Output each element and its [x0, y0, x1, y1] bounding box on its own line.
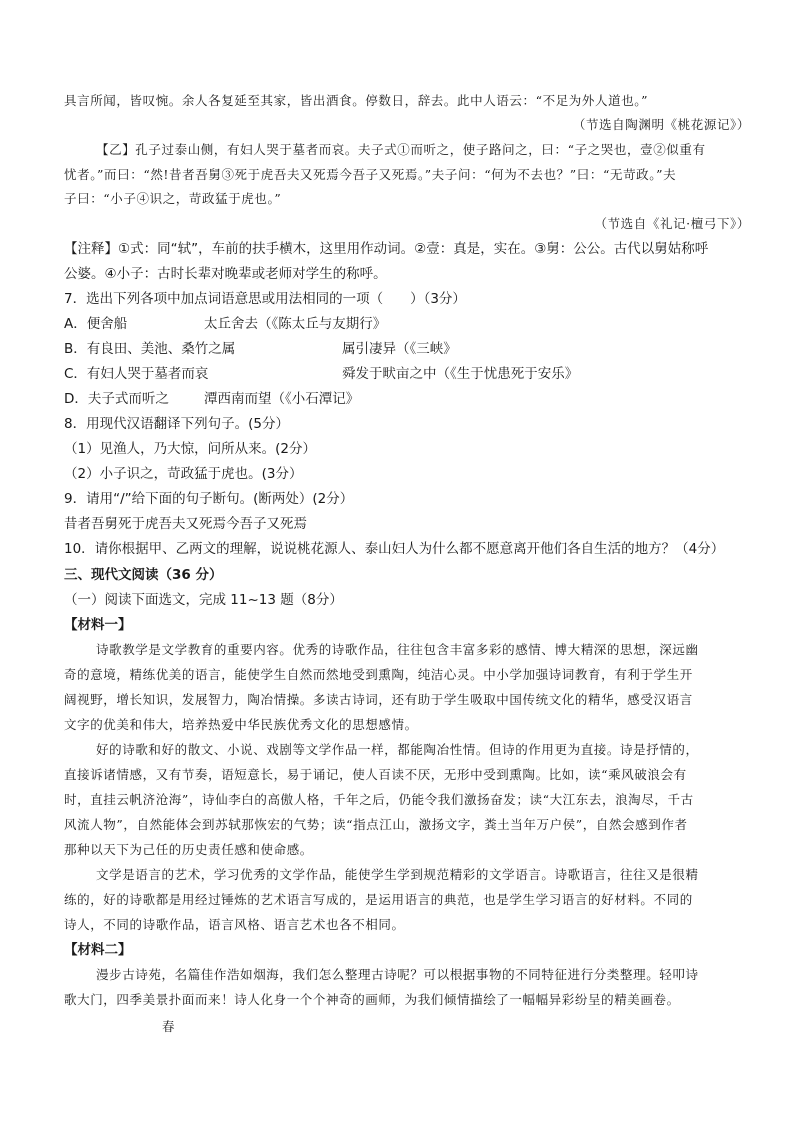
m1-p2-line-2: 直接诉诸情感，又有节奏，语短意长，易于诵记，使人百读不厌，无形中受到熏陶。比如，读“乘风破浪会有 [64, 767, 687, 782]
m1-p2-line-3: 时，直挂云帆济沧海”，诗仙李白的高傲人格，千年之后，仍能令我们激扬奋发；读“大江东去，浪淘尽，千古 [64, 792, 694, 807]
section-3-heading: 三、现代文阅读（36 分） [64, 567, 223, 583]
question-9-text: 昔者吾舅死于虎吾夫又死焉今吾子又死焉 [64, 516, 307, 532]
option-b-left: B．有良田、美池、桑竹之属 [64, 341, 236, 357]
question-8: 8．用现代汉语翻译下列句子。(5分） [64, 416, 289, 432]
m2-p1-line-1: 漫步古诗苑，名篇佳作浩如烟海，我们怎么整理古诗呢？可以根据事物的不同特征进行分类整理。轻叩诗 [96, 967, 699, 982]
annotation-line-1: 【注释】①式：同“轼”，车前的扶手横木，这里用作动词。②壹：真是，实在。③舅：公公。古代以舅姑称呼 [64, 241, 709, 257]
m1-p2-line-5: 那种以天下为己任的历史责任感和使命感。 [64, 842, 313, 857]
m2-p1-line-2: 歌大门，四季美景扑面而来！诗人化身一个个神奇的画师，为我们倾情描绘了一幅幅异彩纷呈的精美画卷。 [64, 992, 680, 1007]
m1-p1-line-2: 奇的意境，精练优美的语言，能使学生自然而然地受到熏陶，纯洁心灵。中小学加强诗词教育，有利于学生开 [64, 667, 693, 682]
material-1-heading: 【材料一】 [64, 617, 132, 633]
option-a-left: A．便舍船 [64, 316, 128, 332]
m1-p1-line-3: 阔视野，增长知识，发展智力，陶冶情操。多读古诗词，还有助于学生吸取中国传统文化的精华，感受汉语言 [64, 692, 693, 707]
question-8-item-1: （1）见渔人，乃大惊，问所从来。(2分） [64, 441, 316, 457]
jia-source: （节选自陶渊明《桃花源记》） [572, 117, 750, 132]
option-d-left: D．夫子式而听之 [64, 391, 169, 407]
yi-text-line-3: 子曰：“小子④识之，苛政猛于虎也。” [64, 191, 282, 206]
question-7: 7．选出下列各项中加点词语意思或用法相同的一项（ ）（3分） [64, 291, 466, 307]
m1-p3-line-1: 文学是语言的艺术，学习优秀的文学作品，能使学生学到规范精彩的文学语言。诗歌语言，往往又是很精 [96, 867, 699, 882]
option-c-right: 舜发于畎亩之中（《生于忧患死于安乐》 [342, 366, 579, 382]
question-8-item-2: （2）小子识之，苛政猛于虎也。(3分） [64, 466, 303, 482]
material-2-heading: 【材料二】 [64, 942, 132, 958]
annotation-line-2: 公婆。④小子：古时长辈对晚辈或老师对学生的称呼。 [64, 266, 387, 282]
question-9: 9．请用“/”给下面的句子断句。(断两处）(2分） [64, 491, 354, 507]
yi-source: （节选自《礼记·檀弓下》） [594, 216, 750, 231]
option-d-right: 潭西南而望（《小石潭记》 [204, 391, 360, 407]
part-1-instruction: （一）阅读下面选文，完成 11~13 题（8分） [64, 592, 343, 608]
option-c-left: C．有妇人哭于墓者而哀 [64, 366, 209, 382]
option-b-right: 属引凄异（《三峡》 [342, 341, 457, 357]
m1-p2-line-4: 风流人物”，自然能体会到苏轼那恢宏的气势；读“指点江山，激扬文字，粪土当年万户侯”，自然会感到作者 [64, 817, 688, 832]
spring-heading: 春 [162, 1019, 176, 1034]
jia-text-tail: 具言所闻，皆叹惋。余人各复延至其家，皆出酒食。停数日，辞去。此中人语云：“不足为外人道也。” [64, 93, 649, 108]
m1-p3-line-2: 练的，好的诗歌都是用经过锤炼的艺术语言写成的，是运用语言的典范，也是学生学习语言的好材料。不同的 [64, 892, 693, 907]
m1-p2-line-1: 好的诗歌和好的散文、小说、戏剧等文学作品一样，都能陶冶性情。但诗的作用更为直接。诗是抒情的， [96, 742, 699, 757]
m1-p1-line-4: 文字的优美和伟大，培养热爱中华民族优秀文化的思想感情。 [64, 717, 418, 732]
option-a-right: 太丘舍去（《陈太丘与友期行》 [204, 316, 387, 332]
m1-p3-line-3: 诗人，不同的诗歌作品，语言风格、语言艺术也各不相同。 [64, 917, 405, 932]
question-10: 10．请你根据甲、乙两文的理解，说说桃花源人、泰山妇人为什么都不愿意离开他们各自生活的地方？（4分） [64, 541, 725, 557]
yi-text-line-1: 【乙】孔子过泰山侧，有妇人哭于墓者而哀。夫子式①而听之，使子路问之，曰：“子之哭也，壹②似重有 [96, 142, 706, 157]
m1-p1-line-1: 诗歌教学是文学教育的重要内容。优秀的诗歌作品，往往包含丰富多彩的感情、博大精深的思想，深远幽 [96, 642, 699, 657]
yi-text-line-2: 忧者。”而曰：“然!昔者吾舅③死于虎吾夫又死焉今吾子又死焉。”夫子问：“何为不去也？”曰：“无苛政。”夫 [64, 167, 677, 182]
